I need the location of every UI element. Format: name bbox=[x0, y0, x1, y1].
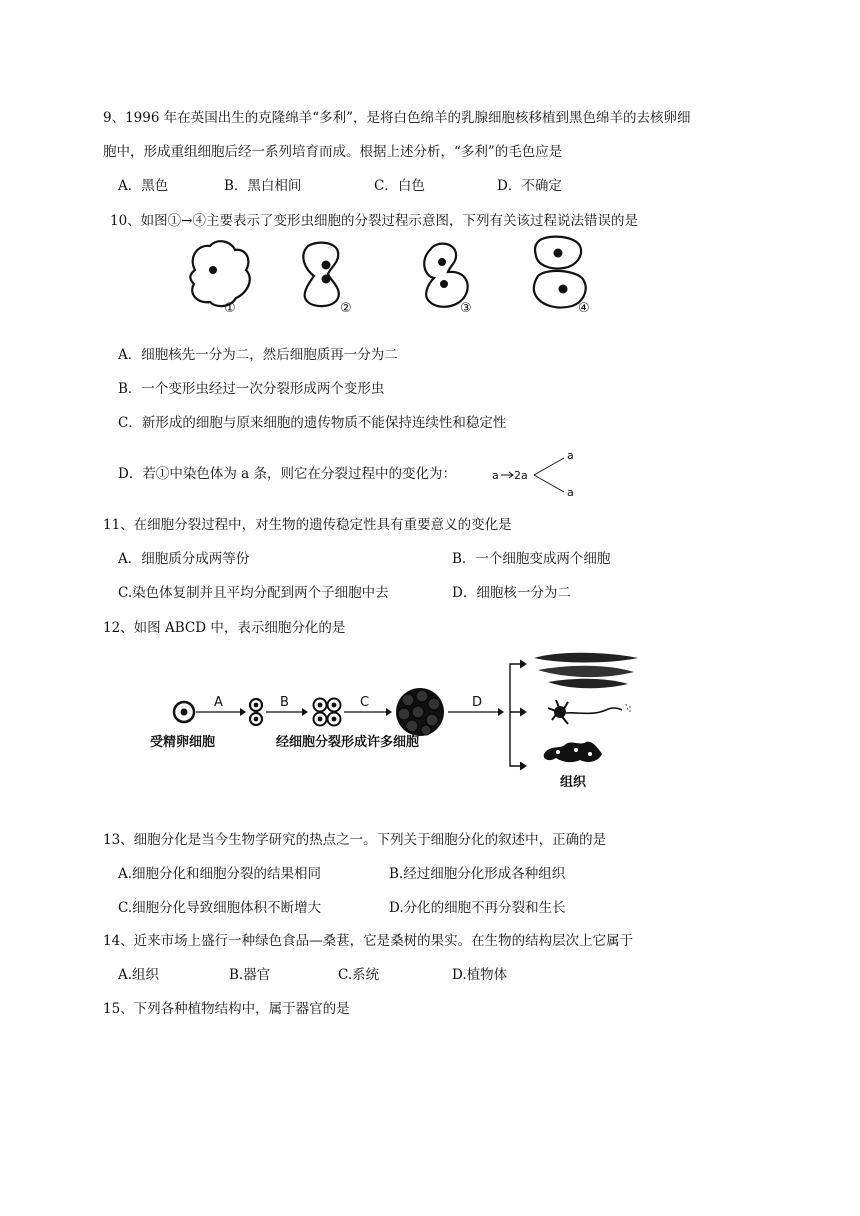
formula-branch-bottom: a bbox=[567, 486, 574, 499]
amoeba-nucleus-3b bbox=[440, 280, 448, 288]
q9-option-c: C．白色 bbox=[374, 178, 425, 194]
caption-right: 组织 bbox=[560, 775, 587, 790]
figure-label-1: ① bbox=[224, 301, 236, 316]
formula-branch-down bbox=[534, 475, 564, 492]
q13-stem: 13、细胞分化是当今生物学研究的热点之一。下列关于细胞分化的叙述中，正确的是 bbox=[103, 832, 607, 848]
q14-option-c: C.系统 bbox=[338, 967, 380, 983]
formula-start: a bbox=[492, 469, 499, 482]
q11-option-d: D．细胞核一分为二 bbox=[452, 585, 571, 601]
q14-option-d: D.植物体 bbox=[452, 967, 508, 983]
step-label-b: B bbox=[280, 695, 289, 710]
amoeba-nucleus-2a bbox=[322, 261, 331, 270]
amoeba-division-figure bbox=[180, 232, 600, 318]
step-label-d: D bbox=[472, 695, 483, 710]
figure-label-3: ③ bbox=[460, 301, 472, 316]
caption-left: 受精卵细胞 bbox=[150, 735, 216, 750]
step-label-c: C bbox=[360, 695, 370, 710]
q9-option-b: B．黑白相间 bbox=[224, 178, 302, 194]
q9-option-d: D．不确定 bbox=[497, 178, 562, 194]
nerve-tissue bbox=[548, 700, 630, 724]
amoeba-nucleus-4b bbox=[559, 285, 568, 294]
q13-option-c: C.细胞分化导致细胞体积不断增大 bbox=[118, 900, 322, 916]
formula-branch-top: a bbox=[567, 449, 574, 462]
q10-option-a: A．细胞核先一分为二，然后细胞质再一分为二 bbox=[118, 347, 398, 363]
q11-option-b: B．一个细胞变成两个细胞 bbox=[452, 551, 611, 567]
figure-label-4: ④ bbox=[578, 301, 590, 316]
amoeba-cell-3 bbox=[424, 244, 467, 307]
q13-option-a: A.细胞分化和细胞分裂的结果相同 bbox=[118, 866, 322, 882]
q10-option-c: C．新形成的细胞与原来细胞的遗传物质不能保持连续性和稳定性 bbox=[118, 415, 507, 431]
caption-middle: 经细胞分裂形成许多细胞 bbox=[276, 735, 420, 750]
muscle-tissue bbox=[534, 653, 638, 689]
q10-option-b: B．一个变形虫经过一次分裂形成两个变形虫 bbox=[118, 381, 385, 397]
amoeba-cell-1 bbox=[190, 241, 249, 306]
q9-stem-line1: 9、1996 年在英国出生的克隆绵羊“多利”，是将白色绵羊的乳腺细胞核移植到黑色绵羊的去核卵细 bbox=[103, 110, 691, 126]
q9-option-a: A．黑色 bbox=[118, 178, 169, 194]
q14-option-a: A.组织 bbox=[118, 967, 160, 983]
q11-option-a: A．细胞质分成两等份 bbox=[118, 551, 250, 567]
many-cells-cluster bbox=[396, 688, 444, 736]
connective-tissue bbox=[544, 742, 602, 762]
chromosome-change-formula bbox=[488, 448, 580, 500]
q13-option-b: B.经过细胞分化形成各种组织 bbox=[389, 866, 566, 882]
amoeba-cell-2 bbox=[303, 243, 338, 306]
amoeba-nucleus-4a bbox=[554, 249, 563, 258]
q10-stem: 10、如图①→④主要表示了变形虫细胞的分裂过程示意图，下列有关该过程说法错误的是 bbox=[110, 213, 638, 229]
q13-option-d: D.分化的细胞不再分裂和生长 bbox=[389, 900, 566, 916]
amoeba-nucleus-2b bbox=[322, 275, 331, 284]
q14-option-b: B.器官 bbox=[229, 967, 271, 983]
amoeba-nucleus-3a bbox=[438, 258, 446, 266]
formula-middle: 2a bbox=[514, 469, 528, 482]
q11-stem: 11、在细胞分裂过程中，对生物的遗传稳定性具有重要意义的变化是 bbox=[103, 517, 512, 533]
q12-stem: 12、如图 ABCD 中，表示细胞分化的是 bbox=[103, 620, 346, 636]
q14-stem: 14、近来市场上盛行一种绿色食品—桑葚，它是桑树的果实。在生物的结构层次上它属于 bbox=[103, 933, 634, 949]
figure-label-2: ② bbox=[340, 301, 352, 316]
cell-differentiation-figure bbox=[140, 650, 640, 795]
q9-stem-line2: 胞中，形成重组细胞后经一系列培育而成。根据上述分析，“多利”的毛色应是 bbox=[103, 144, 563, 160]
q11-option-c: C.染色体复制并且平均分配到两个子细胞中去 bbox=[118, 585, 389, 601]
q10-option-d: D．若①中染色体为 a 条，则它在分裂过程中的变化为： bbox=[118, 466, 456, 482]
step-label-a: A bbox=[214, 695, 223, 710]
formula-branch-up bbox=[534, 458, 564, 475]
amoeba-nucleus-1 bbox=[209, 266, 217, 274]
q15-stem: 15、下列各种植物结构中，属于器官的是 bbox=[103, 1001, 350, 1017]
